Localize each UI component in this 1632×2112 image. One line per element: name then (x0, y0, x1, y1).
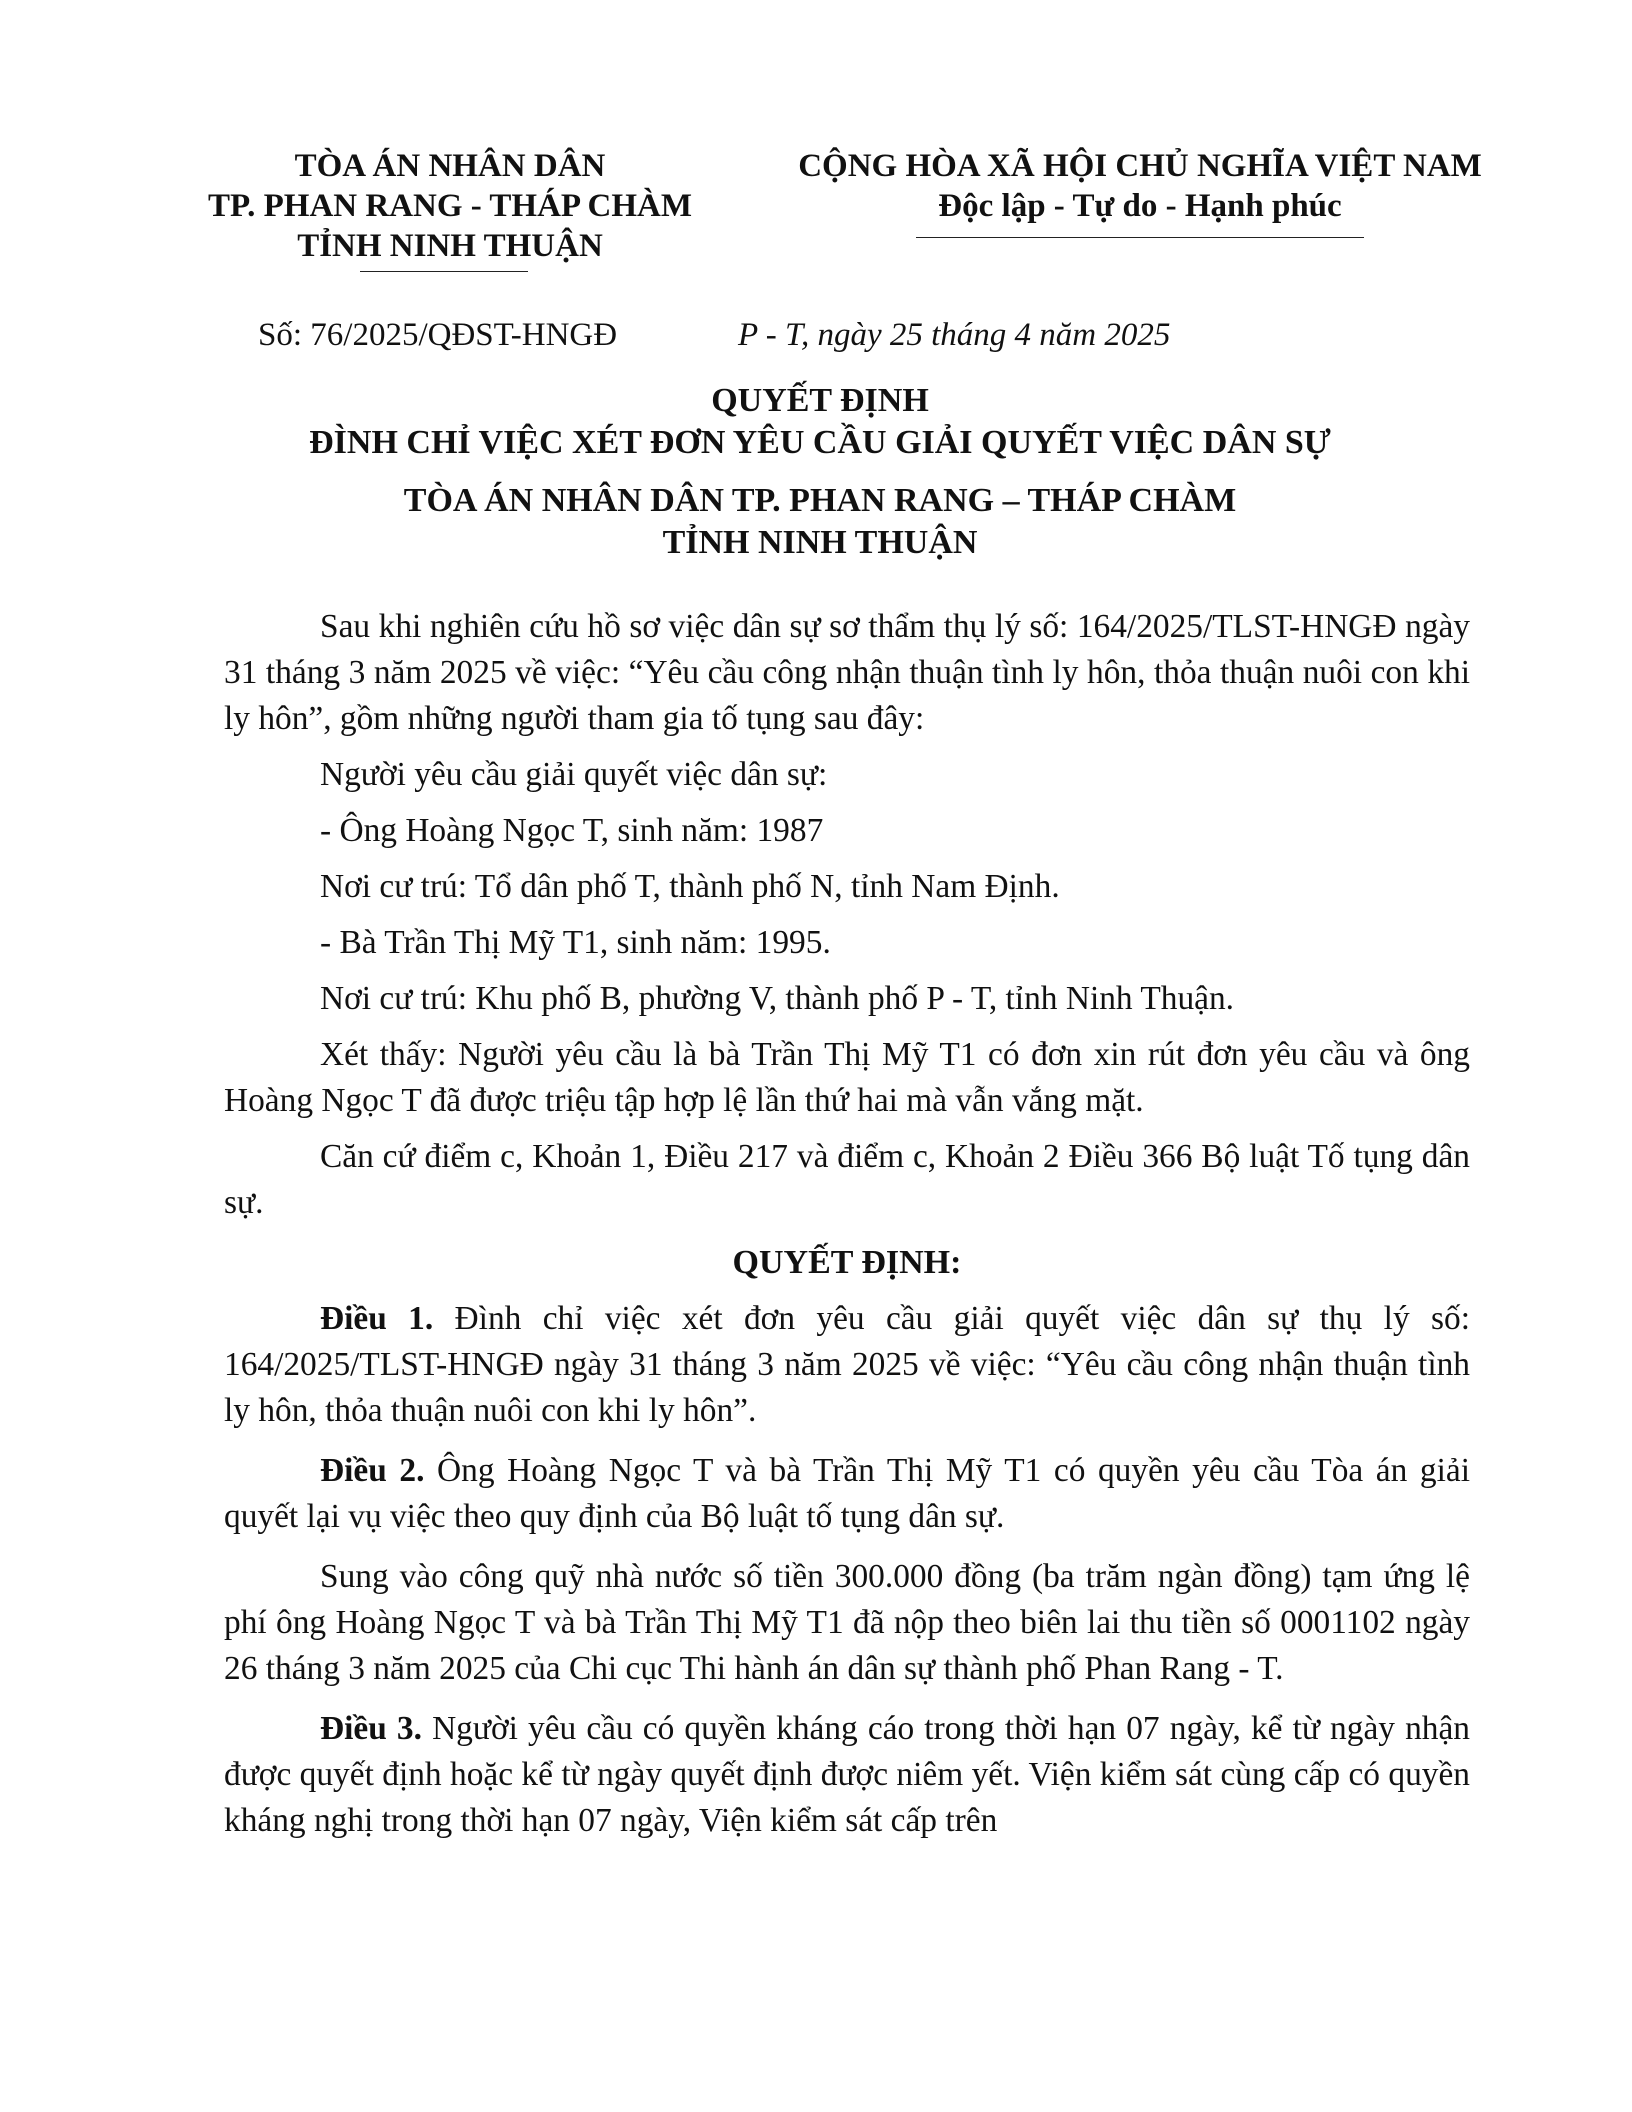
court-name-line1: TÒA ÁN NHÂN DÂN (294, 148, 606, 184)
person1-address: Nơi cư trú: Tổ dân phố T, thành phố N, tỉnh Nam Định. (320, 868, 1060, 905)
court-name-line2: TP. PHAN RANG - THÁP CHÀM (207, 188, 692, 224)
requester-label: Người yêu cầu giải quyết việc dân sự: (320, 756, 828, 793)
fee-paragraph: Sung vào công quỹ nhà nước số tiền 300.000 đồng (ba trăm ngàn đồng) tạm ứng lệ phí ông Hoàng Ngọc T và bà Trần Thị Mỹ T1 đã nộp theo biên lai thu tiền số 0001102 ngày 26 tháng 3 năm 2025 của Chi cục Thi hành án dân sự thành phố Phan Rang - T. (224, 1558, 1470, 1687)
article3-text: Người yêu cầu có quyền kháng cáo trong thời hạn 07 ngày, kể từ ngày nhận được quyết định hoặc kể từ ngày quyết định được niêm yết. Viện kiểm sát cùng cấp có quyền kháng nghị trong thời hạn 07 ngày, Viện kiểm sát cấp trên (224, 1710, 1470, 1839)
national-motto: Độc lập - Tự do - Hạnh phúc (938, 188, 1342, 224)
country-name: CỘNG HÒA XÃ HỘI CHỦ NGHĨA VIỆT NAM (798, 148, 1482, 184)
document-meta (0, 312, 1632, 358)
article2-label: Điều 2. (320, 1452, 425, 1489)
document-body (224, 604, 1470, 1844)
article2-text: Ông Hoàng Ngọc T và bà Trần Thị Mỹ T1 có quyền yêu cầu Tòa án giải quyết lại vụ việc theo quy định của Bộ luật tố tụng dân sự. (224, 1452, 1470, 1535)
article1-text: Đình chỉ việc xét đơn yêu cầu giải quyết việc dân sự thụ lý số: 164/2025/TLST-HNGĐ ngày 31 tháng 3 năm 2025 về việc: “Yêu cầu công nhận thuận tình ly hôn, thỏa thuận nuôi con khi ly hôn”. (224, 1300, 1470, 1429)
motto-underline (916, 237, 1364, 238)
article1-paragraph (224, 1296, 1470, 1434)
issuing-court (170, 480, 1470, 564)
legal-basis-paragraph: Căn cứ điểm c, Khoản 1, Điều 217 và điểm c, Khoản 2 Điều 366 Bộ luật Tố tụng dân sự. (224, 1138, 1470, 1221)
document-date: P - T, ngày 25 tháng 4 năm 2025 (738, 317, 1171, 353)
article1-label: Điều 1. (320, 1300, 434, 1337)
finding-paragraph: Xét thấy: Người yêu cầu là bà Trần Thị Mỹ T1 có đơn xin rút đơn yêu cầu và ông Hoàng Ngọc T đã được triệu tập hợp lệ lần thứ hai mà vẫn vắng mặt. (224, 1036, 1470, 1119)
title-line2: ĐÌNH CHỈ VIỆC XÉT ĐƠN YÊU CẦU GIẢI QUYẾT VIỆC DÂN SỰ (309, 424, 1331, 461)
person2-line: - Bà Trần Thị Mỹ T1, sinh năm: 1995. (320, 924, 831, 961)
court-header-underline (360, 271, 528, 272)
title-line1: QUYẾT ĐỊNH (711, 382, 929, 419)
issuing-court-line1: TÒA ÁN NHÂN DÂN TP. PHAN RANG – THÁP CHÀM (403, 482, 1237, 519)
intro-paragraph: Sau khi nghiên cứu hồ sơ việc dân sự sơ thẩm thụ lý số: 164/2025/TLST-HNGĐ ngày 31 tháng 3 năm 2025 về việc: “Yêu cầu công nhận thuận tình ly hôn, thỏa thuận nuôi con khi ly hôn”, gồm những người tham gia tố tụng sau đây: (224, 608, 1470, 737)
court-name-line3: TỈNH NINH THUẬN (297, 228, 603, 264)
article3-paragraph (224, 1706, 1470, 1844)
issuing-court-line2: TỈNH NINH THUẬN (662, 524, 978, 561)
document-title (170, 380, 1470, 464)
document-number: Số: 76/2025/QĐST-HNGĐ (258, 317, 618, 353)
article2-paragraph (224, 1448, 1470, 1540)
article3-label: Điều 3. (320, 1710, 422, 1747)
national-motto-header (760, 146, 1520, 226)
person2-address: Nơi cư trú: Khu phố B, phường V, thành phố P - T, tỉnh Ninh Thuận. (320, 980, 1235, 1017)
person1-line: - Ông Hoàng Ngọc T, sinh năm: 1987 (320, 812, 824, 849)
decision-heading: QUYẾT ĐỊNH: (732, 1244, 962, 1281)
court-header (170, 146, 730, 266)
